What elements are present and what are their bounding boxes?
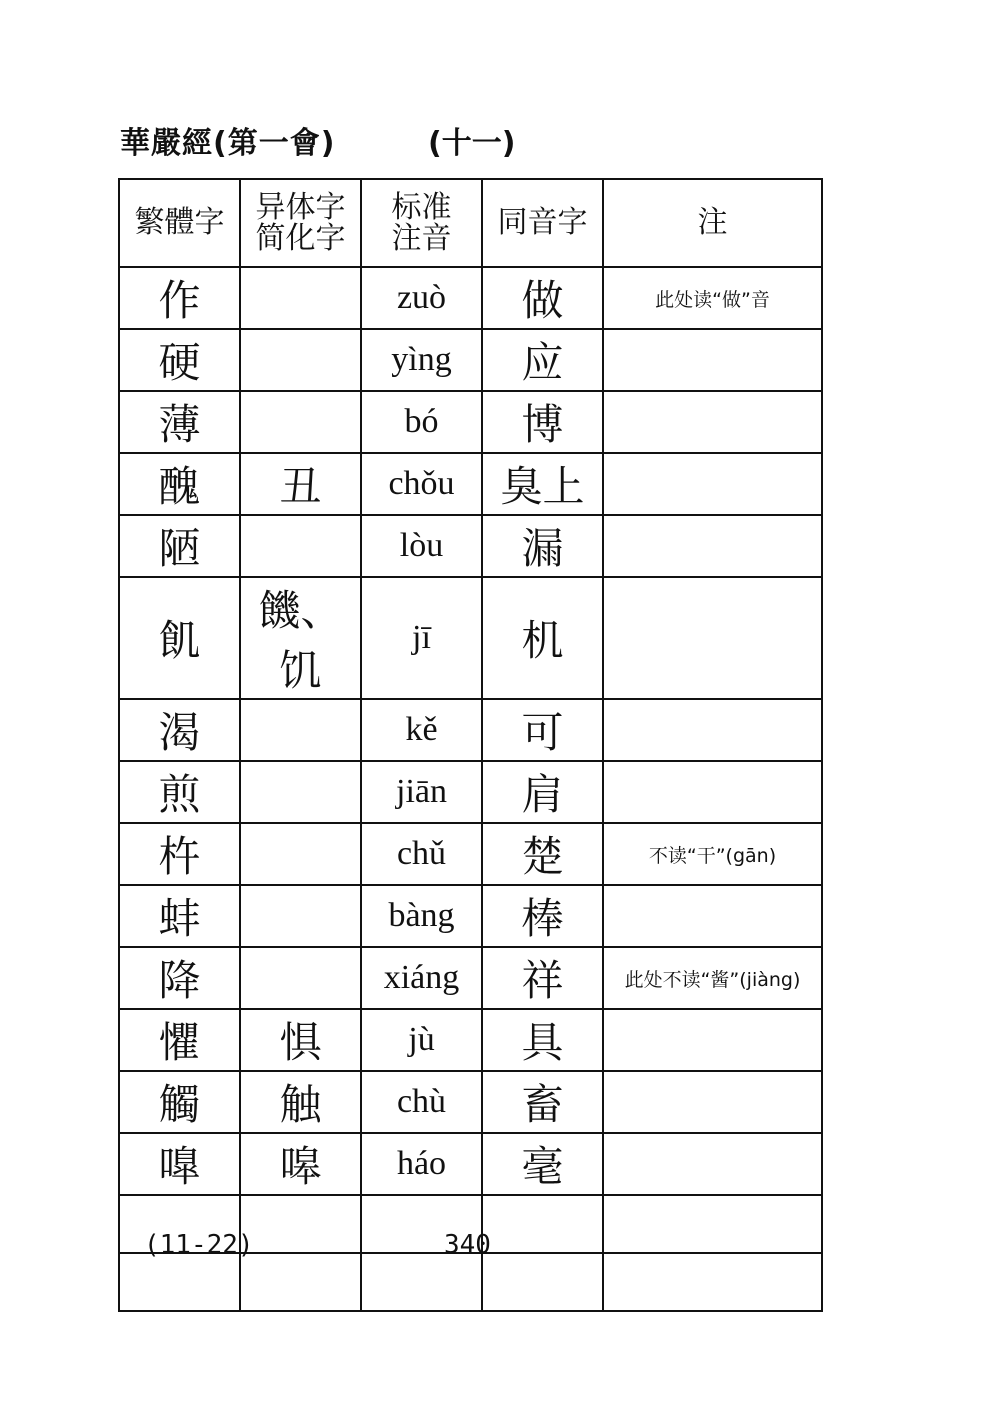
pronunciation-table (118, 178, 823, 1312)
variant-char-cell (240, 885, 361, 947)
traditional-char-cell: 渴 (119, 699, 240, 761)
homophone-char-cell: 祥 (482, 947, 603, 1009)
note-cell (603, 885, 822, 947)
traditional-char-cell: 硬 (119, 329, 240, 391)
traditional-char-cell: 飢 (119, 577, 240, 699)
pinyin-cell: jī (361, 577, 482, 699)
table-row (119, 761, 822, 823)
homophone-char-cell: 应 (482, 329, 603, 391)
traditional-char-cell: 煎 (119, 761, 240, 823)
homophone-char-cell: 臭上 (482, 453, 603, 515)
homophone-char-cell: 漏 (482, 515, 603, 577)
variant-char-cell (240, 1253, 361, 1311)
variant-char-cell (240, 329, 361, 391)
table-row (119, 267, 822, 329)
note-cell (603, 577, 822, 699)
note-cell (603, 1253, 822, 1311)
variant-char-cell: 嗥 (240, 1133, 361, 1195)
header-homophone: 同音字 (482, 179, 603, 267)
pinyin-cell: lòu (361, 515, 482, 577)
pinyin-cell: bó (361, 391, 482, 453)
pinyin-cell: chǔ (361, 823, 482, 885)
header-variant-simplified: 异体字 简化字 (240, 179, 361, 267)
section-number: (十一) (428, 126, 516, 161)
note-cell (603, 699, 822, 761)
pinyin-cell: jù (361, 1009, 482, 1071)
note-cell (603, 1133, 822, 1195)
note-cell (603, 1071, 822, 1133)
pinyin-cell (361, 1253, 482, 1311)
table-row (119, 699, 822, 761)
pinyin-cell: háo (361, 1133, 482, 1195)
traditional-char-cell: 蚌 (119, 885, 240, 947)
header-note: 注 (603, 179, 822, 267)
table-row (119, 453, 822, 515)
note-cell: 不读“干”(gān) (603, 823, 822, 885)
note-cell (603, 1009, 822, 1071)
table-row (119, 1071, 822, 1133)
table-row (119, 823, 822, 885)
homophone-char-cell: 机 (482, 577, 603, 699)
table-row (119, 391, 822, 453)
table-row (119, 515, 822, 577)
table-row (119, 1009, 822, 1071)
traditional-char-cell (119, 1253, 240, 1311)
variant-char-cell: 触 (240, 1071, 361, 1133)
table-row (119, 1253, 822, 1311)
note-cell (603, 515, 822, 577)
variant-char-cell (240, 1195, 361, 1253)
traditional-char-cell: 薄 (119, 391, 240, 453)
variant-char-cell (240, 823, 361, 885)
page-number: 340 (444, 1230, 491, 1260)
traditional-char-cell: 作 (119, 267, 240, 329)
note-cell (603, 761, 822, 823)
variant-char-cell (240, 391, 361, 453)
note-cell (603, 329, 822, 391)
traditional-char-cell: 嘷 (119, 1133, 240, 1195)
variant-char-cell (240, 947, 361, 1009)
pinyin-cell: xiáng (361, 947, 482, 1009)
homophone-char-cell: 可 (482, 699, 603, 761)
homophone-char-cell: 畜 (482, 1071, 603, 1133)
homophone-char-cell: 肩 (482, 761, 603, 823)
table-body (119, 267, 822, 1311)
traditional-char-cell: 降 (119, 947, 240, 1009)
variant-char-cell (240, 267, 361, 329)
pinyin-cell: yìng (361, 329, 482, 391)
variant-char-cell (240, 761, 361, 823)
header-traditional: 繁體字 (119, 179, 240, 267)
table-row (119, 577, 822, 699)
variant-char-cell (240, 699, 361, 761)
traditional-char-cell: 杵 (119, 823, 240, 885)
homophone-char-cell: 毫 (482, 1133, 603, 1195)
note-cell: 此处读“做”音 (603, 267, 822, 329)
note-cell (603, 391, 822, 453)
footer-code: (11-22) (144, 1230, 254, 1260)
pinyin-cell: jiān (361, 761, 482, 823)
table-row (119, 329, 822, 391)
pinyin-cell: bàng (361, 885, 482, 947)
note-cell (603, 1195, 822, 1253)
homophone-char-cell: 具 (482, 1009, 603, 1071)
variant-char-cell (240, 515, 361, 577)
homophone-char-cell (482, 1253, 603, 1311)
table-row (119, 1133, 822, 1195)
page-title: 華嚴經(第一會) (120, 126, 336, 161)
homophone-char-cell (482, 1195, 603, 1253)
pinyin-cell: zuò (361, 267, 482, 329)
homophone-char-cell: 楚 (482, 823, 603, 885)
table-row (119, 885, 822, 947)
variant-char-cell: 惧 (240, 1009, 361, 1071)
table-header-row (119, 179, 822, 267)
traditional-char-cell: 醜 (119, 453, 240, 515)
note-cell (603, 453, 822, 515)
pinyin-cell: kě (361, 699, 482, 761)
homophone-char-cell: 棒 (482, 885, 603, 947)
homophone-char-cell: 做 (482, 267, 603, 329)
header-standard-pinyin: 标准 注音 (361, 179, 482, 267)
pinyin-cell: chǒu (361, 453, 482, 515)
pinyin-cell: chù (361, 1071, 482, 1133)
traditional-char-cell: 陋 (119, 515, 240, 577)
note-cell: 此处不读“酱”(jiàng) (603, 947, 822, 1009)
table-row (119, 947, 822, 1009)
traditional-char-cell: 懼 (119, 1009, 240, 1071)
homophone-char-cell: 博 (482, 391, 603, 453)
variant-char-cell: 饑、饥 (240, 577, 361, 699)
variant-char-cell: 丑 (240, 453, 361, 515)
traditional-char-cell: 觸 (119, 1071, 240, 1133)
